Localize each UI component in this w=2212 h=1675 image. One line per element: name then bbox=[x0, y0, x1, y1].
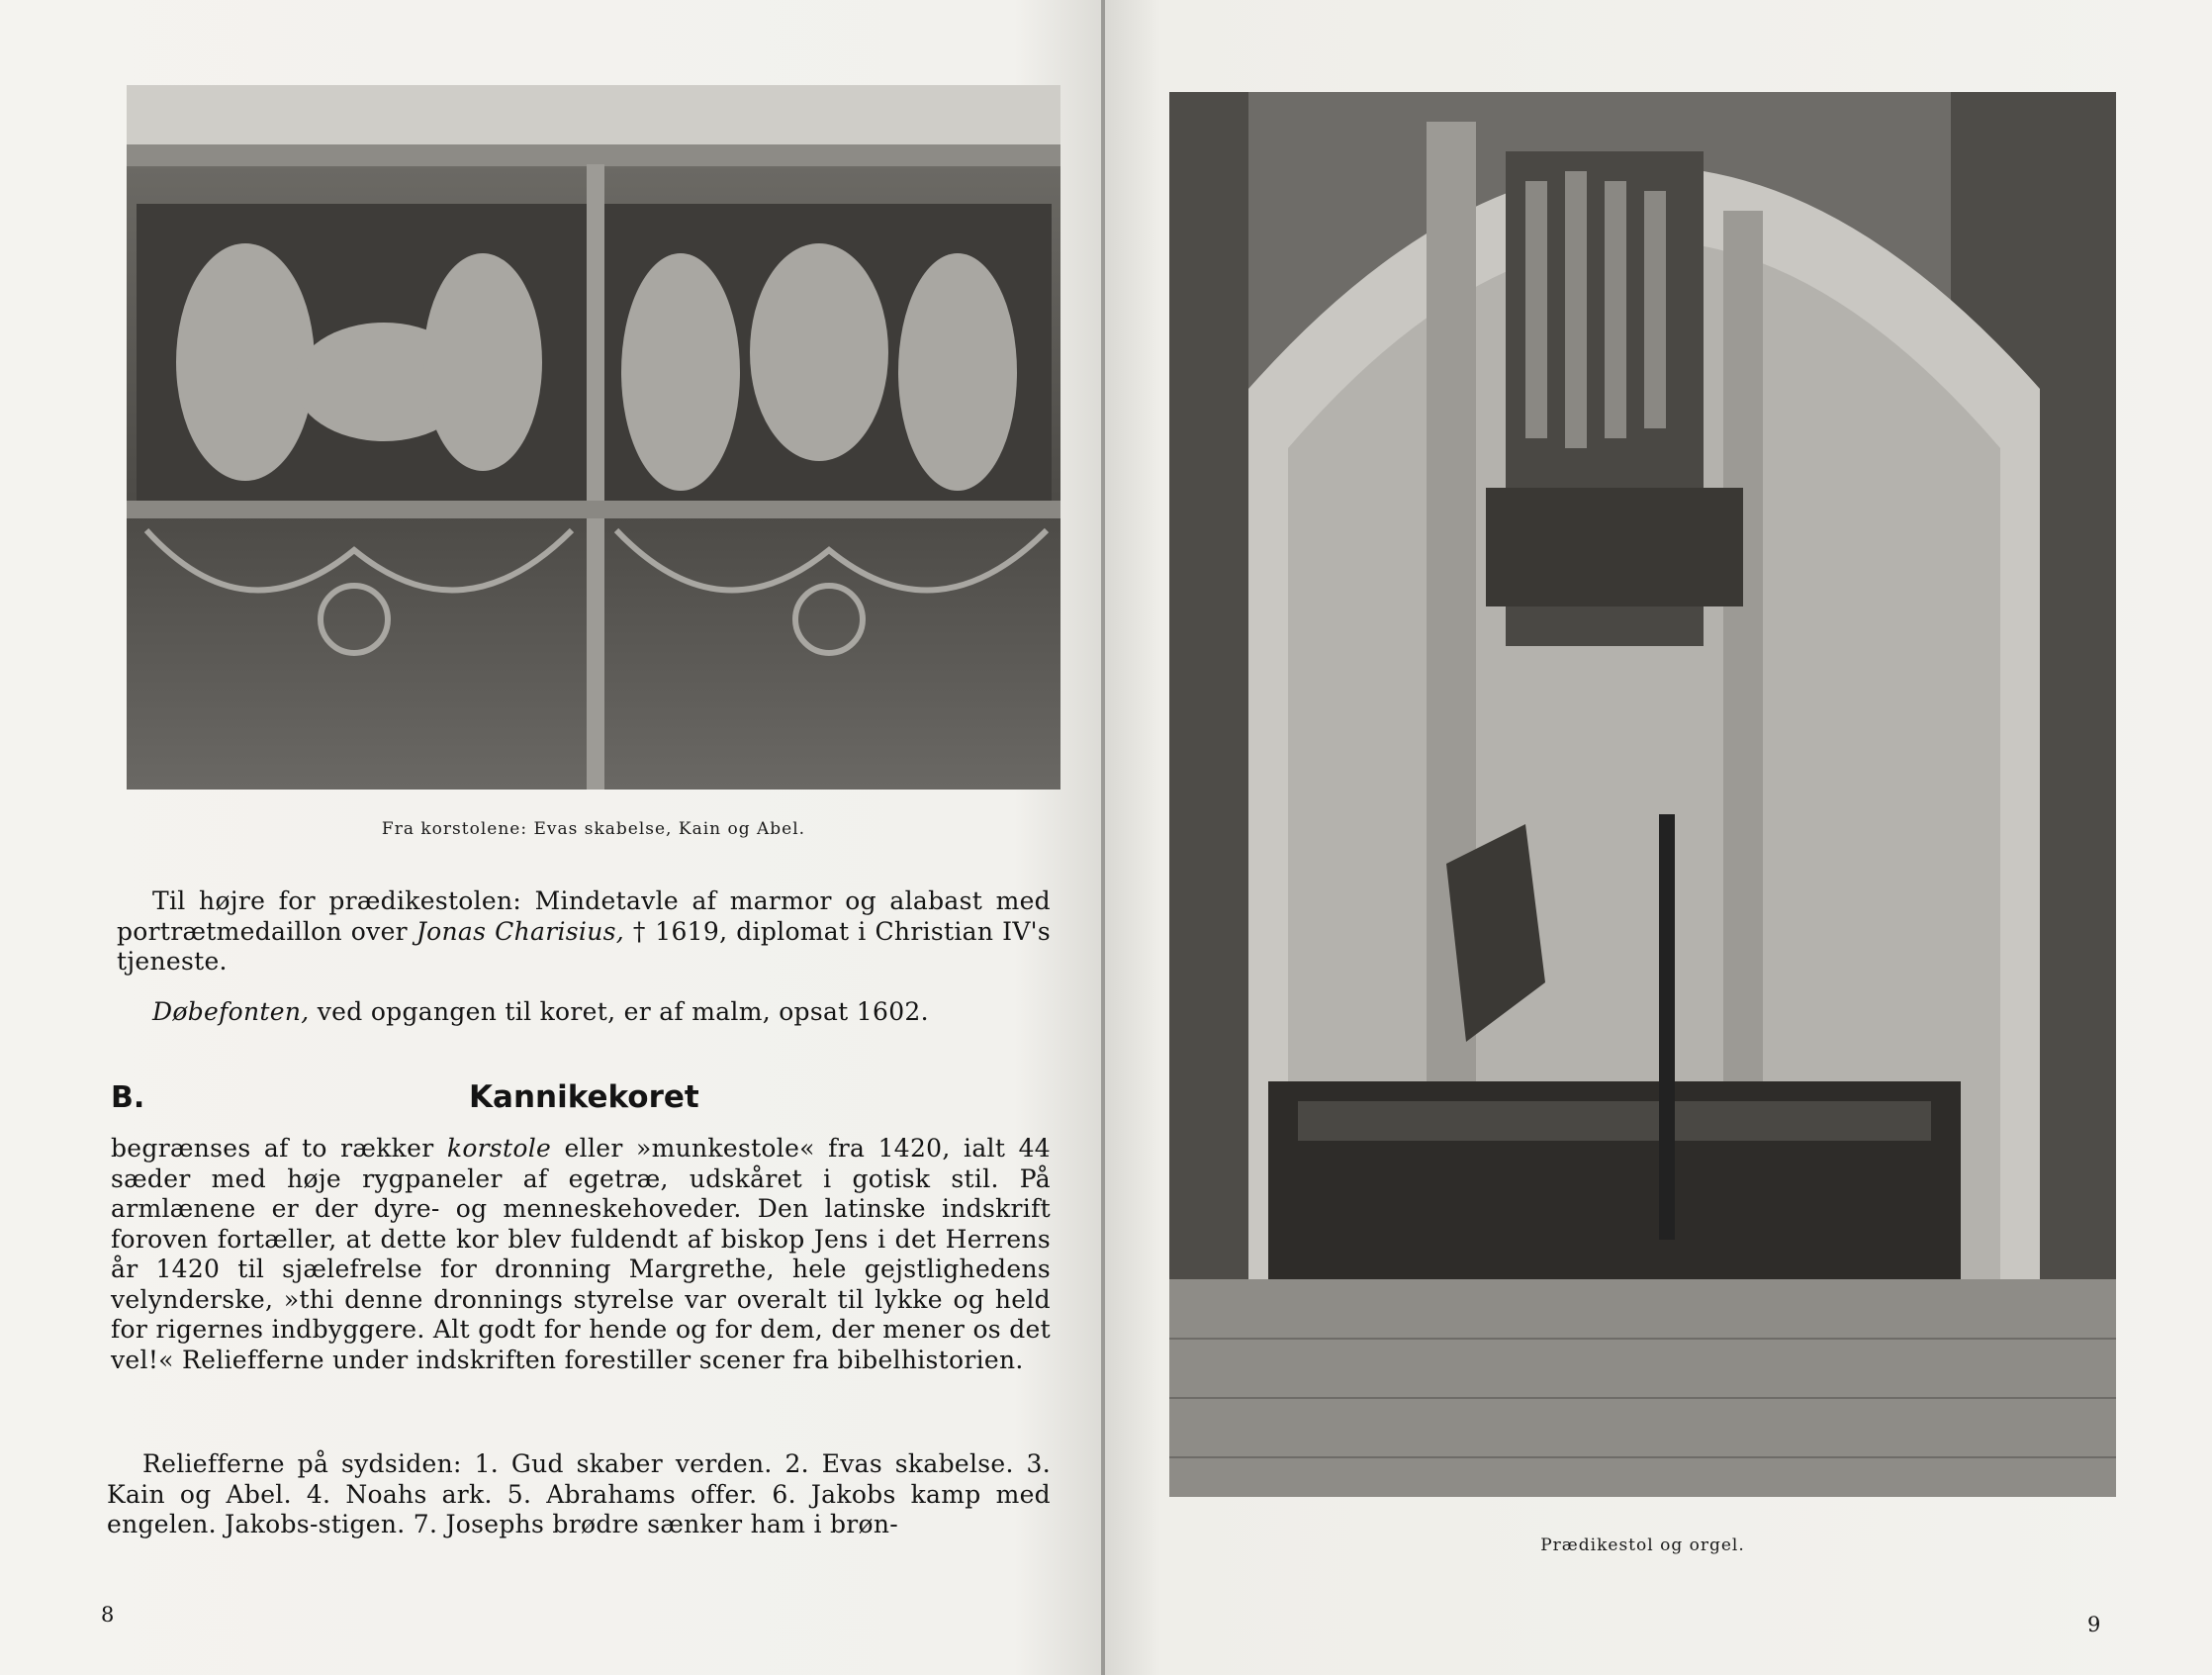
photo-pulpit-and-organ bbox=[1169, 92, 2116, 1497]
paragraph-memorial-text-b: † 1619, diplomat i Christian IV's tjeneste. bbox=[117, 916, 1051, 976]
paragraph-memorial-text-a: Til højre for prædikestolen: Mindetavle af marmor og alabast med portrætmedaillon over bbox=[117, 886, 1051, 946]
paragraph-memorial bbox=[117, 886, 1051, 977]
photo-caption-left: Fra korstolene: Evas skabelse, Kain og Abel. bbox=[381, 819, 806, 839]
paragraph-choir-stalls-text-a: begrænses af to rækker bbox=[111, 1134, 447, 1163]
section-title: Kannikekoret bbox=[469, 1079, 699, 1115]
right-page bbox=[1105, 0, 2212, 1675]
section-letter: B. bbox=[111, 1080, 145, 1115]
page-number-right: 9 bbox=[2087, 1613, 2101, 1636]
page-number-left: 8 bbox=[101, 1603, 115, 1627]
photo-choir-stalls-relief bbox=[127, 85, 1060, 790]
paragraph-font-text: ved opgangen til koret, er af malm, opsat 1602. bbox=[309, 997, 929, 1026]
choir-stalls-term: korstole bbox=[446, 1134, 552, 1163]
photo-caption-right: Prædikestol og orgel. bbox=[1540, 1535, 1745, 1555]
font-term: Døbefonten, bbox=[152, 997, 310, 1026]
paragraph-choir-stalls-text-b: eller »munkestole« fra 1420, ialt 44 sæder med høje rygpaneler af egetræ, udskåret i gotisk stil. På armlænene er der dyre- og menneskehoveder. Den latinske indskrift foroven fortæller, at dette kor blev fuldendt af biskop Jens i det Herrens år 1420 til sjælefrelse for dronning Margrethe, hele gejstlighedens velynderske, »thi denne dronnings styrelse var overalt til lykke og held for rigernes indbyggere. Alt godt for hende og for dem, der mener os det vel!« Reliefferne under indskriften forestiller scener fra bibelhistorien. bbox=[111, 1134, 1051, 1374]
paragraph-font bbox=[117, 997, 1051, 1028]
paragraph-choir-stalls bbox=[111, 1134, 1051, 1375]
person-name: Jonas Charisius, bbox=[415, 916, 624, 946]
left-page bbox=[0, 0, 1103, 1675]
paragraph-reliefs bbox=[107, 1449, 1051, 1540]
paragraph-reliefs-text: Reliefferne på sydsiden: 1. Gud skaber verden. 2. Evas skabelse. 3. Kain og Abel. 4. Noahs ark. 5. Abrahams offer. 6. Jakobs kamp med engelen. Jakobs-stigen. 7. Josephs brødre sænker ham i brøn- bbox=[107, 1449, 1051, 1538]
